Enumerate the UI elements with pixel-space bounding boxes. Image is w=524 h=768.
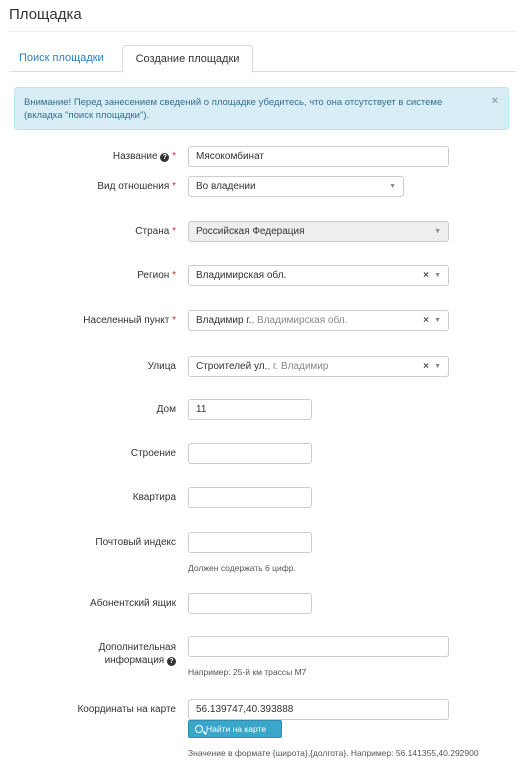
close-icon[interactable]: × — [491, 95, 498, 107]
coords-hint: Значение в формате {широта},{долгота}. Например: 56.141355,40.292900 — [188, 748, 479, 758]
region-select[interactable] — [188, 265, 449, 286]
postal-hint: Должен содержать 6 цифр. — [188, 563, 296, 573]
clear-icon[interactable]: × — [423, 361, 429, 372]
relation-select[interactable] — [188, 176, 404, 197]
street-select[interactable] — [188, 356, 449, 377]
help-icon[interactable]: ? — [160, 153, 169, 162]
region-value: Владимирская обл. — [196, 270, 287, 281]
find-on-map-label: Найти на карте — [206, 724, 267, 734]
page-title: Площадка — [9, 6, 82, 23]
clear-icon[interactable]: × — [423, 270, 429, 281]
street-label — [16, 361, 176, 373]
region-label — [16, 270, 176, 282]
required-mark: * — [172, 315, 176, 326]
clear-icon[interactable]: × — [423, 315, 429, 326]
coords-label: Координаты на карте — [77, 704, 176, 715]
country-label — [16, 226, 176, 238]
coords-input[interactable] — [188, 699, 449, 720]
tab-create-site[interactable]: Создание площадки — [122, 45, 253, 73]
find-on-map-button[interactable] — [188, 720, 282, 738]
pobox-input[interactable] — [188, 593, 312, 614]
search-icon — [195, 725, 203, 733]
extra-label-line2: информация — [104, 655, 165, 666]
country-value: Российская Федерация — [196, 226, 305, 237]
region-label-text: Регион — [137, 270, 170, 281]
name-label-text: Название — [112, 151, 158, 162]
country-label-text: Страна — [135, 226, 170, 237]
apartment-input[interactable] — [188, 487, 312, 508]
chevron-down-icon[interactable]: ▼ — [434, 317, 441, 324]
locality-label — [16, 315, 176, 327]
required-mark: * — [172, 270, 176, 281]
extra-label — [16, 641, 176, 667]
locality-value: Владимир г. — [196, 315, 252, 326]
name-label — [16, 151, 176, 163]
locality-label-text: Населенный пункт — [83, 315, 170, 326]
warning-alert — [14, 87, 509, 130]
chevron-down-icon[interactable]: ▼ — [434, 363, 441, 370]
relation-value: Во владении — [196, 181, 256, 192]
house-input[interactable] — [188, 399, 312, 420]
relation-label — [16, 181, 176, 193]
tab-search-site[interactable]: Поиск площадки — [19, 52, 104, 64]
locality-select[interactable] — [188, 310, 449, 331]
required-mark: * — [172, 151, 176, 162]
street-label-text: Улица — [147, 361, 176, 372]
postal-input[interactable] — [188, 532, 312, 553]
pobox-label: Абонентский ящик — [90, 598, 176, 609]
extra-input[interactable] — [188, 636, 449, 657]
extra-label-line1: Дополнительная — [98, 642, 176, 653]
required-mark: * — [172, 226, 176, 237]
required-mark: * — [172, 181, 176, 192]
postal-label: Почтовый индекс — [95, 537, 176, 548]
street-suffix: , г. Владимир — [267, 361, 329, 372]
relation-label-text: Вид отношения — [97, 181, 170, 192]
title-divider — [9, 31, 516, 32]
apartment-label: Квартира — [132, 492, 176, 503]
chevron-down-icon: ▼ — [434, 228, 441, 235]
building-label: Строение — [130, 448, 176, 459]
country-select — [188, 221, 449, 242]
help-icon[interactable]: ? — [167, 657, 176, 666]
chevron-down-icon[interactable]: ▼ — [389, 183, 396, 190]
building-input[interactable] — [188, 443, 312, 464]
chevron-down-icon[interactable]: ▼ — [434, 272, 441, 279]
alert-text: Внимание! Перед занесением сведений о площадке убедитесь, что она отсутствует в системе (вкладка "поиск площадки"). — [24, 97, 443, 121]
house-label: Дом — [156, 404, 176, 415]
tab-bar — [9, 45, 516, 72]
locality-suffix: , Владимирская обл. — [251, 315, 348, 326]
street-value: Строителей ул. — [196, 361, 268, 372]
name-input[interactable] — [188, 146, 449, 167]
extra-hint: Например: 25-й км трассы М7 — [188, 667, 307, 677]
